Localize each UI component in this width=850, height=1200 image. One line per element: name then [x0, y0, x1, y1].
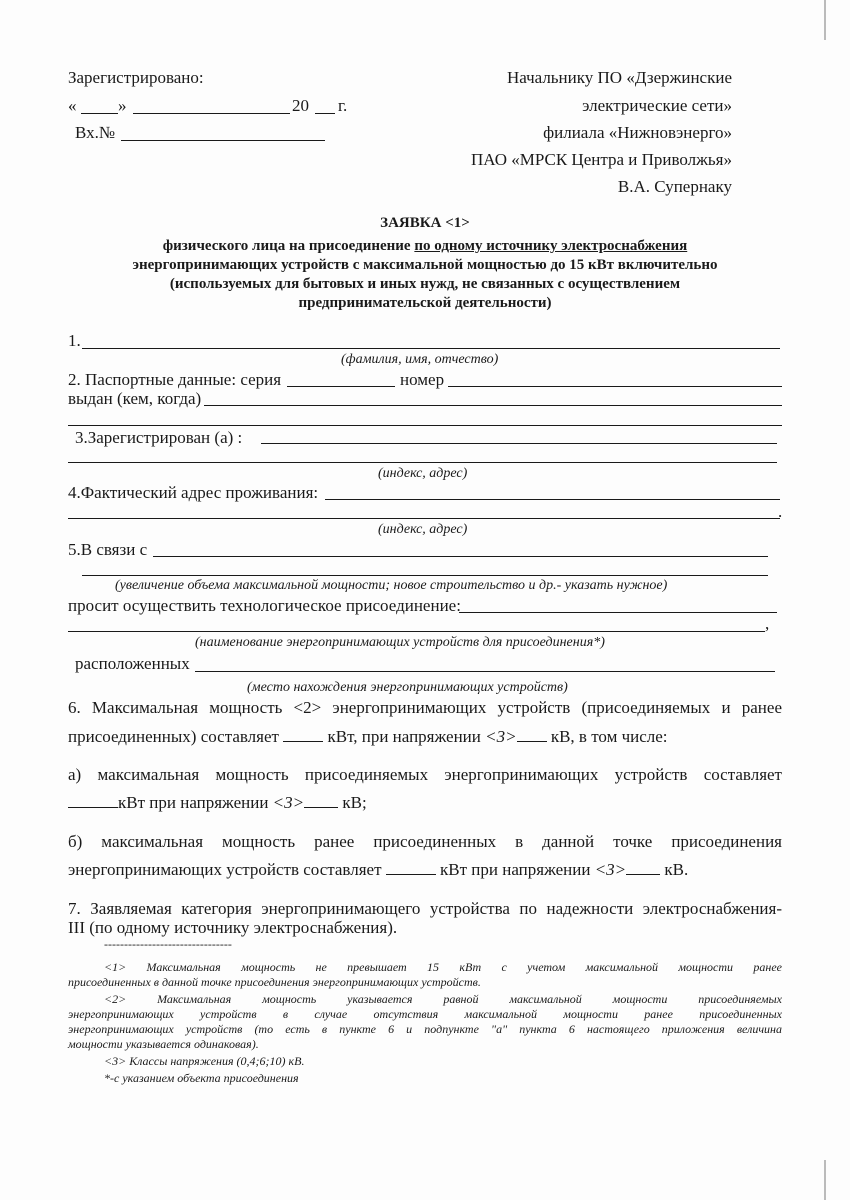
footnote-4: *-с указанием объекта присоединения [104, 1071, 299, 1085]
registered-address-label: 3.Зарегистрирован (а) : [75, 428, 243, 447]
total-power-blank[interactable] [283, 741, 323, 742]
item-6a-footnote-ref: <3> [272, 793, 305, 812]
item-6-line-1: 6. Максимальная мощность <2> энергопринимающих устройств (присоединяемых и ранее [68, 698, 782, 717]
registration-date-close: » [118, 96, 127, 115]
title-line-4: предпринимательской деятельности) [298, 295, 552, 311]
item-1-label: 1. [68, 331, 81, 350]
connection-request-line[interactable] [459, 612, 777, 613]
item-7-line-1: 7. Заявляемая категория энергопринимающего устройства по надежности электроснабжения- [68, 899, 782, 918]
location-caption: (место нахождения энергопринимающих устройств) [247, 680, 568, 695]
addressee-line-5: В.А. Супернаку [617, 177, 732, 196]
title-line-2: энергопринимающих устройств с максимальной мощностью до 15 кВт включительно [132, 257, 718, 273]
actual-address-caption: (индекс, адрес) [378, 522, 468, 537]
item-6b-line-2 [68, 860, 688, 880]
registration-year-line[interactable] [315, 113, 335, 114]
new-power-blank[interactable] [68, 807, 118, 808]
item-6b-unit: кВ. [664, 860, 689, 879]
existing-voltage-blank[interactable] [626, 874, 660, 875]
item-6-total-label: присоединенных) составляет [68, 727, 279, 746]
registered-address-caption: (индекс, адрес) [378, 466, 468, 481]
addressee-line-2: электрические сети» [582, 96, 732, 115]
footnote-1-line-2: присоединенных в данной точке присоединения энергопринимающих устройств. [68, 975, 481, 989]
item-6a-line-2 [68, 793, 367, 813]
location-label: расположенных [75, 654, 190, 673]
actual-address-period: . [778, 502, 783, 521]
registration-date-open: « [68, 96, 77, 115]
reason-caption: (увеличение объема максимальной мощности; новое строительство и др.- указать нужное) [115, 578, 668, 593]
addressee-line-4: ПАО «МРСК Центра и Приволжья» [470, 150, 732, 169]
registration-month-line[interactable] [133, 113, 290, 114]
incoming-number-line[interactable] [121, 140, 325, 141]
footnote-2-line-2: энергопринимающих устройств в случае отсутствия максимальной мощности ранее присоединенных [68, 1007, 782, 1021]
item-6-footnote-ref: <3> [485, 727, 517, 746]
location-line[interactable] [195, 671, 775, 672]
title-line-1-prefix: физического лица на присоединение [162, 238, 411, 254]
reason-line-2[interactable] [82, 575, 768, 576]
addressee-line-1: Начальнику ПО «Дзержинские [506, 68, 732, 87]
passport-series-line[interactable] [287, 386, 395, 387]
footnote-3: <3> Классы напряжения (0,4;6;10) кВ. [104, 1054, 305, 1068]
document-heading: ЗАЯВКА <1> [380, 215, 470, 231]
actual-address-line-2[interactable] [68, 518, 780, 519]
addressee-line-3: филиала «Нижновэнерго» [543, 123, 732, 142]
devices-comma: , [765, 614, 770, 633]
item-6a-unit: кВ; [342, 793, 367, 812]
registered-address-line-2[interactable] [68, 462, 777, 463]
devices-line[interactable] [68, 631, 765, 632]
new-voltage-blank[interactable] [304, 807, 338, 808]
item-7-line-2: III (по одному источнику электроснабжения). [68, 918, 398, 937]
footnote-2-line-3: энергопринимающих устройств (то есть в пункте 6 и подпункте "а" пункта 6 настоящего приложения величина [68, 1022, 782, 1036]
scan-edge-mark [824, 0, 826, 40]
registration-day-line[interactable] [81, 113, 118, 114]
item-6b-line-1: б) максимальная мощность ранее присоединенных в данной точке присоединения [68, 832, 782, 851]
footnote-2-line-1: <2> Максимальная мощность указывается равной максимальной мощности присоединяемых [104, 992, 782, 1006]
registration-label: Зарегистрировано: [68, 68, 204, 87]
existing-power-blank[interactable] [386, 874, 436, 875]
title-line-1-underlined: по одному источнику электроснабжения [414, 238, 688, 254]
passport-issued-line-2[interactable] [68, 425, 782, 426]
total-voltage-blank[interactable] [517, 741, 547, 742]
full-name-caption: (фамилия, имя, отчество) [341, 352, 499, 367]
scan-edge-mark-bottom [824, 1160, 826, 1200]
item-6b-footnote-ref: <3> [594, 860, 627, 879]
item-6b-voltage-label: кВт при напряжении [440, 860, 591, 879]
passport-series-label: 2. Паспортные данные: серия [68, 370, 282, 389]
full-name-line[interactable] [82, 348, 780, 349]
item-6-including-label: кВ, в том числе: [550, 727, 668, 746]
passport-number-line[interactable] [448, 386, 782, 387]
connection-request-text: просит осуществить технологическое присоединение: [68, 596, 461, 615]
item-6b-label: энергопринимающих устройств составляет [68, 860, 382, 879]
reason-line[interactable] [153, 556, 768, 557]
item-6a-voltage-label: кВт при напряжении [118, 793, 269, 812]
devices-caption: (наименование энергопринимающих устройств для присоединения*) [195, 635, 605, 650]
incoming-number-label: Вх.№ [75, 123, 116, 142]
reason-label: 5.В связи с [68, 540, 148, 559]
passport-issued-line[interactable] [204, 405, 782, 406]
footnote-1-line-1: <1> Максимальная мощность не превышает 15 кВт с учетом максимальной мощности ранее [104, 960, 782, 974]
passport-issued-label: выдан (кем, когда) [68, 389, 202, 408]
title-line-1 [0, 238, 850, 255]
actual-address-line[interactable] [325, 499, 780, 500]
passport-number-label: номер [400, 370, 445, 389]
footnote-2-line-4: мощности указывается одинаковая). [68, 1037, 259, 1051]
item-6-line-2 [68, 727, 668, 747]
registration-year-prefix: 20 [292, 96, 309, 115]
item-6-voltage-label: кВт, при напряжении [327, 727, 481, 746]
registration-year-suffix: г. [338, 96, 348, 115]
item-6a-line-1: а) максимальная мощность присоединяемых энергопринимающих устройств составляет [68, 765, 782, 784]
registered-address-line[interactable] [261, 443, 777, 444]
footnote-separator: -------------------------------- [104, 937, 232, 951]
actual-address-label: 4.Фактический адрес проживания: [68, 483, 319, 502]
title-line-3: (используемых для бытовых и иных нужд, не связанных с осуществлением [169, 276, 681, 292]
